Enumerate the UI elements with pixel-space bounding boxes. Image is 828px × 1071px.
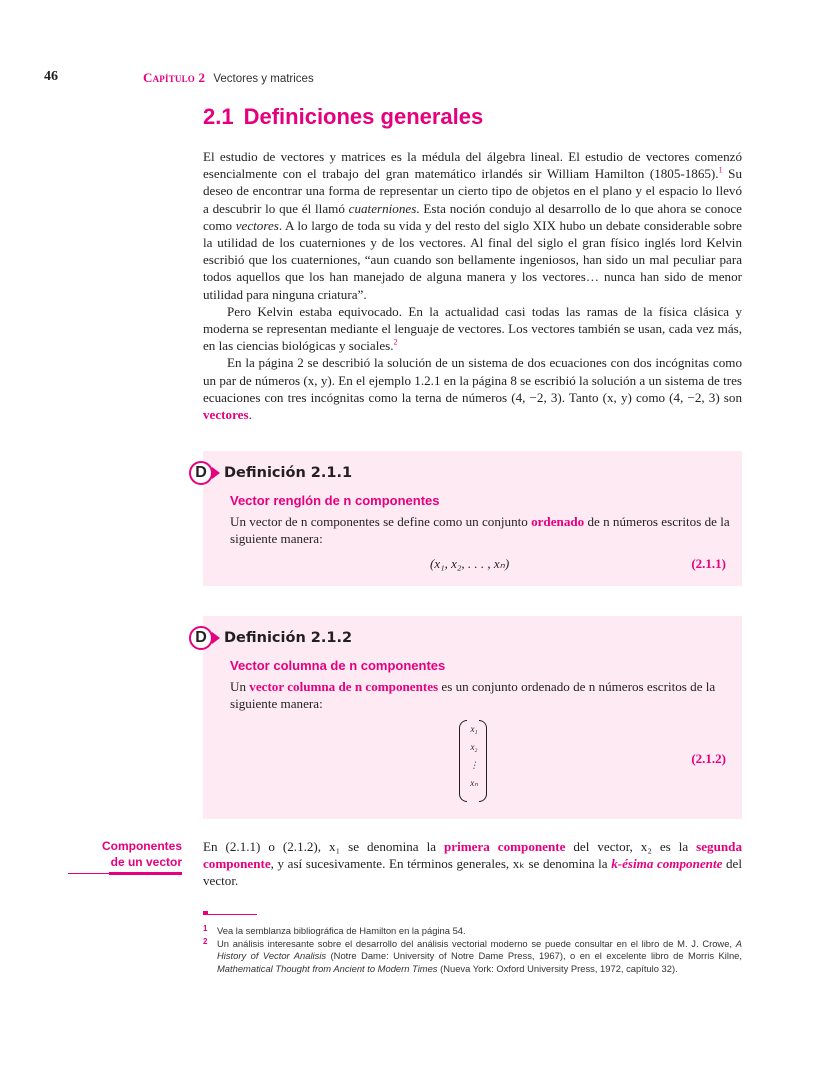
term-segunda-componente: segunda componente xyxy=(203,839,742,872)
paragraph-3: En la página 2 se describió la solución de un sistema de dos ecuaciones con dos incógnitas como un par de números (x, y). En el ejemplo 1.2.1 en la página 8 se escribió la solución a un sistema de tres ecuaciones con tres incógnitas como la terna de números (4, −2, 3). Tanto (x, y) como (4, −2, 3) son vectores. xyxy=(203,355,742,423)
definition-title: Definición 2.1.1 xyxy=(224,465,353,481)
section-title xyxy=(203,104,483,130)
page-number: 46 xyxy=(44,69,58,84)
definition-title: Definición 2.1.2 xyxy=(224,630,353,646)
footnote-ref-2[interactable]: 2 xyxy=(393,337,398,347)
term-vectores: vectores xyxy=(203,407,249,423)
chapter-title: Vectores y matrices xyxy=(213,73,314,85)
equation-number: (2.1.1) xyxy=(691,556,726,571)
footnote-rule xyxy=(203,914,257,915)
definition-body: Un vector columna de n componentes es un conjunto ordenado de n números escritos de la siguiente manera: xyxy=(230,679,716,712)
section-title-text: Definiciones generales xyxy=(243,104,484,129)
margin-note: Componentes de un vector xyxy=(101,839,182,869)
components-text xyxy=(203,838,742,890)
paragraph-2: Pero Kelvin estaba equivocado. En la actualidad casi todas las ramas de la física clásica y moderna se representan mediante el lenguaje de vectores. Los vectores también se usan, cada vez más, en las ciencias biológicas y sociales.$^2$ xyxy=(203,303,742,354)
column-vector-formula xyxy=(459,720,487,802)
footnotes xyxy=(203,925,742,975)
definition-subtitle: Vector columna de n componentes xyxy=(230,658,446,673)
definition-header xyxy=(189,461,352,485)
equation-number: (2.1.2) xyxy=(691,751,726,766)
triangle-arrow-icon xyxy=(212,467,220,479)
footnote-1: 1 Vea la semblanza bibliográfica de Hamilton en la página 54. xyxy=(203,924,466,936)
triangle-arrow-icon xyxy=(212,632,220,644)
footnote-2: 2 Un análisis interesante sobre el desarrollo del análisis vectorial moderno se puede consultar en el libro de M. J. Crowe, A History of Vector Analisis (Notre Dame: University of Notre Dame Press, 1967), o en el excelente libro de Morris Kilne, Mathematical Thought from Ancient to Modern Times (Nueva York: Oxford University Press, 1972, capítulo 32). xyxy=(203,936,742,974)
term-k-esima-componente: k-ésima componente xyxy=(611,856,723,872)
definition-d-icon: D xyxy=(189,626,213,650)
definition-header xyxy=(189,626,352,650)
section-number: 2.1 xyxy=(203,104,234,129)
margin-note-rule xyxy=(68,873,182,874)
row-vector-formula: (x₁, x₂, . . . , xₙ) xyxy=(430,556,510,571)
running-head xyxy=(143,70,314,86)
intro-text xyxy=(203,148,742,423)
definition-subtitle: Vector renglón de n componentes xyxy=(230,493,440,508)
chapter-label: Capítulo 2 xyxy=(143,70,206,85)
definition-box-2-1-2 xyxy=(195,616,742,819)
term-vector-columna: vector columna de n componentes xyxy=(249,679,439,694)
column-entries: x₁ x₂ ⋮ xₙ xyxy=(469,724,479,788)
definition-box-2-1-1 xyxy=(195,451,742,586)
footnote-ref-1[interactable]: 1 xyxy=(718,165,723,175)
right-paren xyxy=(479,720,487,802)
paragraph-components: En (2.1.1) o (2.1.2), x₁ se denomina la primera componente del vector, x₂ es la segunda componente, y así sucesivamente. En términos generales, xₖ se denomina la k-ésima componente del vector. xyxy=(203,839,742,889)
definition-body: Un vector de n componentes se define como un conjunto ordenado de n números escritos de la siguiente manera: xyxy=(230,514,730,547)
term-ordenado: ordenado xyxy=(531,514,585,529)
definition-d-icon: D xyxy=(189,461,213,485)
term-primera-componente: primera componente xyxy=(444,839,566,854)
paragraph-1: El estudio de vectores y matrices es la médula del álgebra lineal. El estudio de vectores comenzó esencialmente con el trabajo del gran matemático irlandés sir William Hamilton (1805-1865).$^1$ Su deseo de encontrar una forma de representar un cierto tipo de objetos en el plano y el espacio lo llevó a descubrir lo que él llamó cuaterniones. Esta noción condujo al desarrollo de lo que ahora se conoce como vectores. A lo largo de toda su vida y del resto del siglo XIX hubo un debate considerable sobre la utilidad de los cuaterniones y de los vectores. Al final del siglo el gran físico inglés lord Kelvin escribió que los cuaterniones, “aun cuando son bellamente ingeniosos, han sido un mal peculiar para todos aquellos que los han manejado de alguna manera y los vectores… nunca han sido de menor utilidad para ninguna criatura”. xyxy=(203,149,742,302)
left-paren xyxy=(459,720,467,802)
